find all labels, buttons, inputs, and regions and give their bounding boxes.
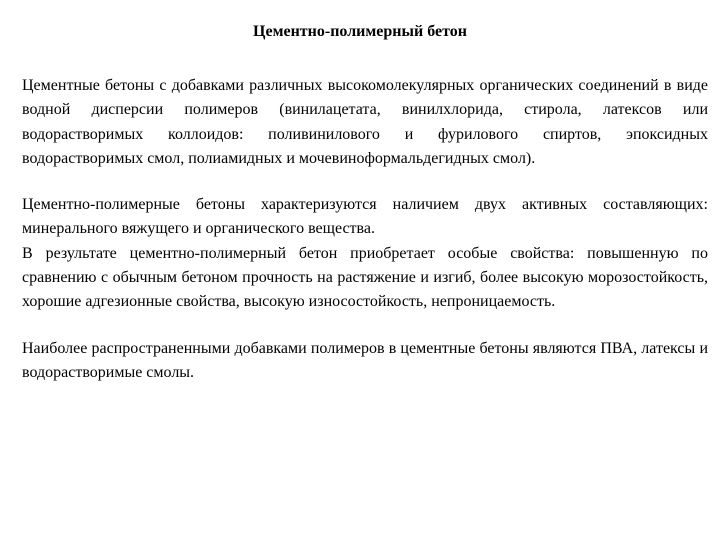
paragraph-properties: В результате цементно-полимерный бетон приобретает особые свойства: повышенную по сравнению с обычным бетоном прочность на растяжение и изгиб, более высокую морозостойкость, хорошие адгезионные свойства, высокую износостойкость, непроницаемость. — [22, 244, 708, 311]
paragraph-components: Цементно-полимерные бетоны характеризуются наличием двух активных составляющих: минерального вяжущего и органического вещества. — [22, 196, 708, 238]
paragraph-spacer — [22, 315, 708, 337]
page-title: Цементно-полимерный бетон — [253, 23, 467, 40]
paragraph-definition: Цементные бетоны с добавками различных высокомолекулярных органических соединений в виде водной дисперсии полимеров (винилацетата, винилхлорида, стирола, латексов или водорастворимых коллоидов: поливинилового и фурилового спиртов, эпоксидных водорастворимых смол, полиамидных и мочевиноформальдегидных смол). — [22, 77, 708, 167]
paragraph-additives: Наиболее распространенными добавками полимеров в цементные бетоны являются ПВА, латексы и водорастворимые смолы. — [22, 339, 708, 381]
document-body — [22, 74, 708, 385]
paragraph-spacer — [22, 171, 708, 193]
